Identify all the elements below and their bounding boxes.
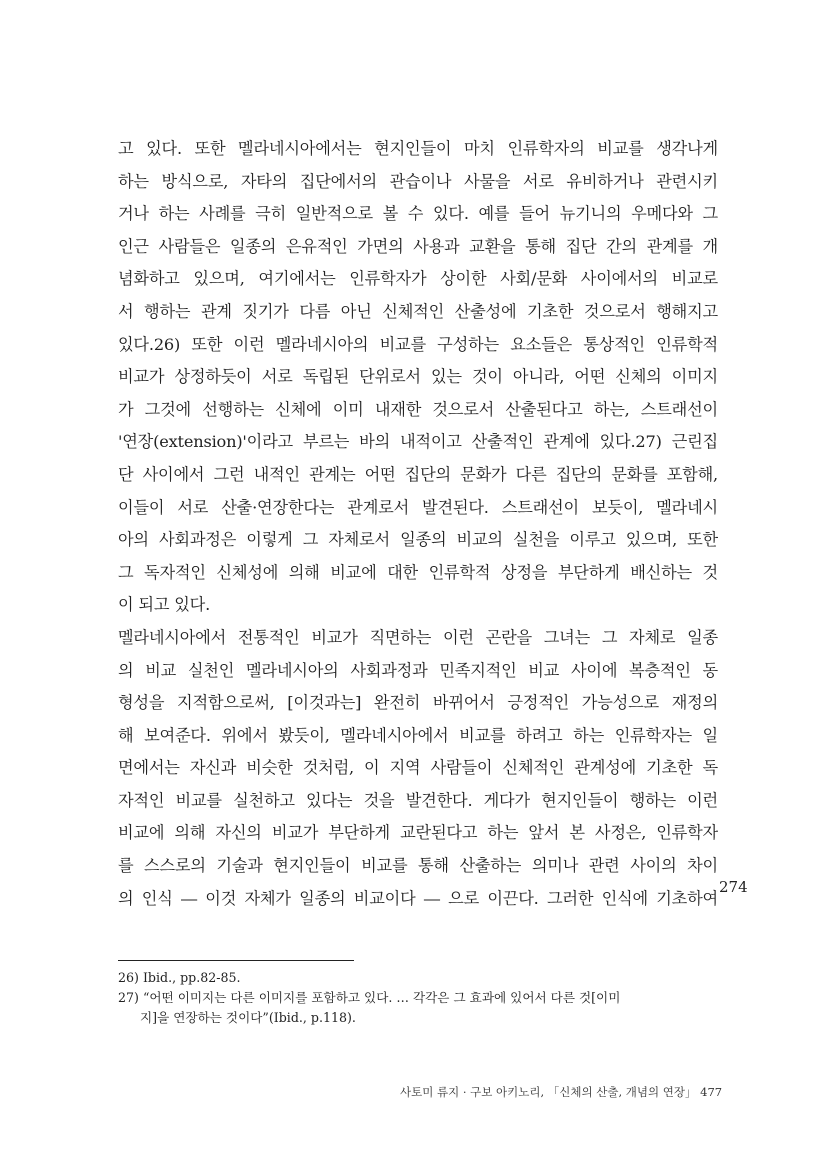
body-line: 인근 사람들은 일종의 은유적인 가면의 사용과 교환을 통해 집단 간의 관계를 개 xyxy=(118,236,718,256)
body-line: 면에서는 자신과 비슷한 것처럼, 이 지역 사람들이 신체적인 관계성에 기초한 독 xyxy=(118,758,718,778)
body-text xyxy=(118,133,718,915)
body-line: 그 독자적인 신체성에 의해 비교에 대한 인류학적 상정을 부단하게 배신하는 것 xyxy=(118,562,718,582)
body-line: 멜라네시아에서 전통적인 비교가 직면하는 이런 곤란을 그녀는 그 자체로 일종 xyxy=(118,627,718,647)
body-line: 거나 하는 사례를 극히 일반적으로 볼 수 있다. 예를 들어 뉴기니의 우메다와 그 xyxy=(118,204,718,224)
footnote-26: 26) Ibid., pp.82-85. xyxy=(118,970,241,985)
body-line: 비교에 의해 자신의 비교가 부단하게 교란된다고 하는 앞서 본 사정은, 인류학자 xyxy=(118,823,718,843)
footnote-27-continued: 지]을 연장하는 것이다”(Ibid., p.118). xyxy=(140,1010,356,1025)
body-line: 단 사이에서 그런 내적인 관계는 어떤 집단의 문화가 다른 집단의 문화를 포함해, xyxy=(118,464,718,484)
body-line: 있다.26) 또한 이런 멜라네시아의 비교를 구성하는 요소들은 통상적인 인류학적 xyxy=(118,334,718,354)
body-line: 념화하고 있으며, 여기에서는 인류학자가 상이한 사회/문화 사이에서의 비교로 xyxy=(118,269,718,289)
footnote-divider xyxy=(118,960,354,961)
body-line: 해 보여준다. 위에서 봤듯이, 멜라네시아에서 비교를 하려고 하는 인류학자는 일 xyxy=(118,725,718,745)
body-line: 의 인식 ― 이것 자체가 일종의 비교이다 ― 으로 이끈다. 그러한 인식에 기초하여 xyxy=(118,888,718,908)
body-line: 하는 방식으로, 자타의 집단에서의 관습이나 사물을 서로 유비하거나 관련시키 xyxy=(118,171,718,191)
body-line: 고 있다. 또한 멜라네시아에서는 현지인들이 마치 인류학자의 비교를 생각나게 xyxy=(118,139,718,158)
body-line: 형성을 지적함으로써, [이것과는] 완전히 바뀌어서 긍정적인 가능성으로 재정의 xyxy=(118,693,718,713)
body-line: 를 스스로의 기술과 현지인들이 비교를 통해 산출하는 의미나 관련 사이의 차이 xyxy=(118,856,718,876)
body-line: 서 행하는 관계 짓기가 다름 아닌 신체적인 산출성에 기초한 것으로서 행해지고 xyxy=(118,301,718,321)
body-line: 이 되고 있다. xyxy=(118,595,211,615)
body-line: '연장(extension)'이라고 부르는 바의 내적이고 산출적인 관계에 있다.27) 근린집 xyxy=(118,432,718,452)
body-line: 의 비교 실천인 멜라네시아의 사회과정과 민족지적인 비교 사이에 복층적인 동 xyxy=(118,660,718,680)
footnote-27: 27) “어떤 이미지는 다른 이미지를 포함하고 있다. … 각각은 그 효과에 있어서 다른 것[이미 xyxy=(118,990,621,1005)
running-footer: 사토미 류지 · 구보 아키노리, 「신체의 산출, 개념의 연장」 477 xyxy=(400,1085,723,1099)
body-line: 아의 사회과정은 이렇게 그 자체로서 일종의 비교의 실천을 이루고 있으며, 또한 xyxy=(118,530,718,550)
body-line: 이들이 서로 산출·연장한다는 관계로서 발견된다. 스트래선이 보듯이, 멜라네시 xyxy=(118,497,718,517)
body-line: 자적인 비교를 실천하고 있다는 것을 발견한다. 게다가 현지인들이 행하는 이런 xyxy=(118,790,718,810)
margin-page-number: 274 xyxy=(719,878,748,896)
body-line: 가 그것에 선행하는 신체에 이미 내재한 것으로서 산출된다고 하는, 스트래선이 xyxy=(118,399,718,419)
footnotes xyxy=(118,968,718,1028)
body-line: 비교가 상정하듯이 서로 독립된 단위로서 있는 것이 아니라, 어떤 신체의 이미지 xyxy=(118,367,718,387)
